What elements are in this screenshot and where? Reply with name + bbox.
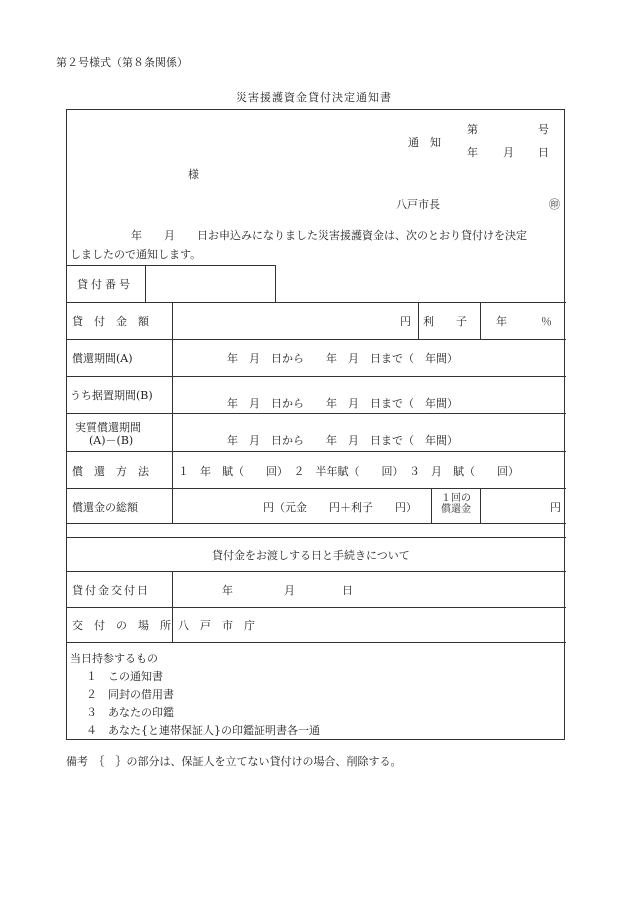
- notice-go: 号: [538, 123, 549, 136]
- per-payment-label-1: １回の: [441, 493, 471, 504]
- footnote: 備考 ｛ ｝の部分は、保証人を立てない貸付けの場合、削除する。: [66, 755, 402, 768]
- addressee-sama: 様: [188, 168, 199, 181]
- bring-items-title: 当日持参するもの: [70, 652, 158, 665]
- interest-rate-year: 年: [496, 315, 507, 328]
- repayment-method-text: １ 年 賦（ 回） ２ 半年賦（ 回） ３ 月 賦（ 回）: [178, 465, 519, 478]
- per-payment-label-2: 償還金: [441, 504, 471, 515]
- delivery-place-label: 交 付 の 場 所: [72, 619, 171, 632]
- delivery-date-day: 日: [342, 584, 353, 597]
- loan-number-label: 貸付番号: [77, 278, 133, 291]
- actual-period-label-2: (A)－(B): [89, 434, 134, 447]
- notice-form: [66, 109, 565, 740]
- delivery-date-year: 年: [222, 584, 233, 597]
- total-repayment-label: 償還金の総額: [72, 501, 138, 514]
- notice-date-day: 日: [538, 146, 549, 159]
- loan-amount-yen: 円: [400, 315, 411, 328]
- document-title: 災害援護資金貸付決定通知書: [236, 91, 392, 104]
- actual-period-text: 年 月 日から 年 月 日まで（ 年間）: [227, 434, 458, 447]
- bring-item: １ この通知書: [86, 670, 163, 683]
- delivery-heading: 貸付金をお渡しする日と手続きについて: [212, 549, 410, 562]
- delivery-place-value: 八 戸 市 庁: [178, 619, 255, 632]
- seal-mark: ㊞: [549, 198, 560, 211]
- issuer-mayor: 八戸市長: [396, 198, 440, 211]
- delivery-date-label: 貸付金交付日: [72, 584, 150, 597]
- notice-date-year: 年: [467, 146, 478, 159]
- bring-item: ２ 同封の借用書: [86, 688, 174, 701]
- form-number: 第２号様式（第８条関係）: [56, 56, 188, 69]
- deferral-period-text: 年 月 日から 年 月 日まで（ 年間）: [227, 397, 458, 410]
- loan-number-value[interactable]: [151, 270, 269, 296]
- bring-item: ３ あなたの印鑑: [86, 706, 174, 719]
- repayment-period-text: 年 月 日から 年 月 日まで（ 年間）: [227, 352, 458, 365]
- notice-label: 通 知: [408, 136, 441, 149]
- repayment-method-label: 償 還 方 法: [72, 465, 149, 478]
- actual-period-label-1: 実質償還期間: [75, 421, 141, 434]
- loan-amount-label: 貸 付 金 額: [72, 315, 149, 328]
- interest-label: 利 子: [423, 315, 467, 328]
- notice-body-line-1: 年 月 日お申込みになりました災害援護資金は、次のとおり貸付けを決定: [131, 229, 527, 242]
- bring-item: ４ あなた{と連帯保証人}の印鑑証明書各一通: [86, 724, 320, 737]
- notice-date-month: 月: [503, 146, 514, 159]
- notice-body-line-2: しましたので通知します。: [70, 248, 202, 261]
- repayment-period-label: 償還期間(A): [72, 352, 133, 365]
- total-repayment-text: 円（元金 円＋利子 円）: [263, 501, 417, 514]
- notice-dai: 第: [467, 123, 478, 136]
- deferral-period-label: うち据置期間(B): [70, 389, 153, 402]
- delivery-date-month: 月: [284, 584, 295, 597]
- per-payment-yen: 円: [550, 501, 561, 514]
- interest-rate-percent: ％: [541, 315, 552, 328]
